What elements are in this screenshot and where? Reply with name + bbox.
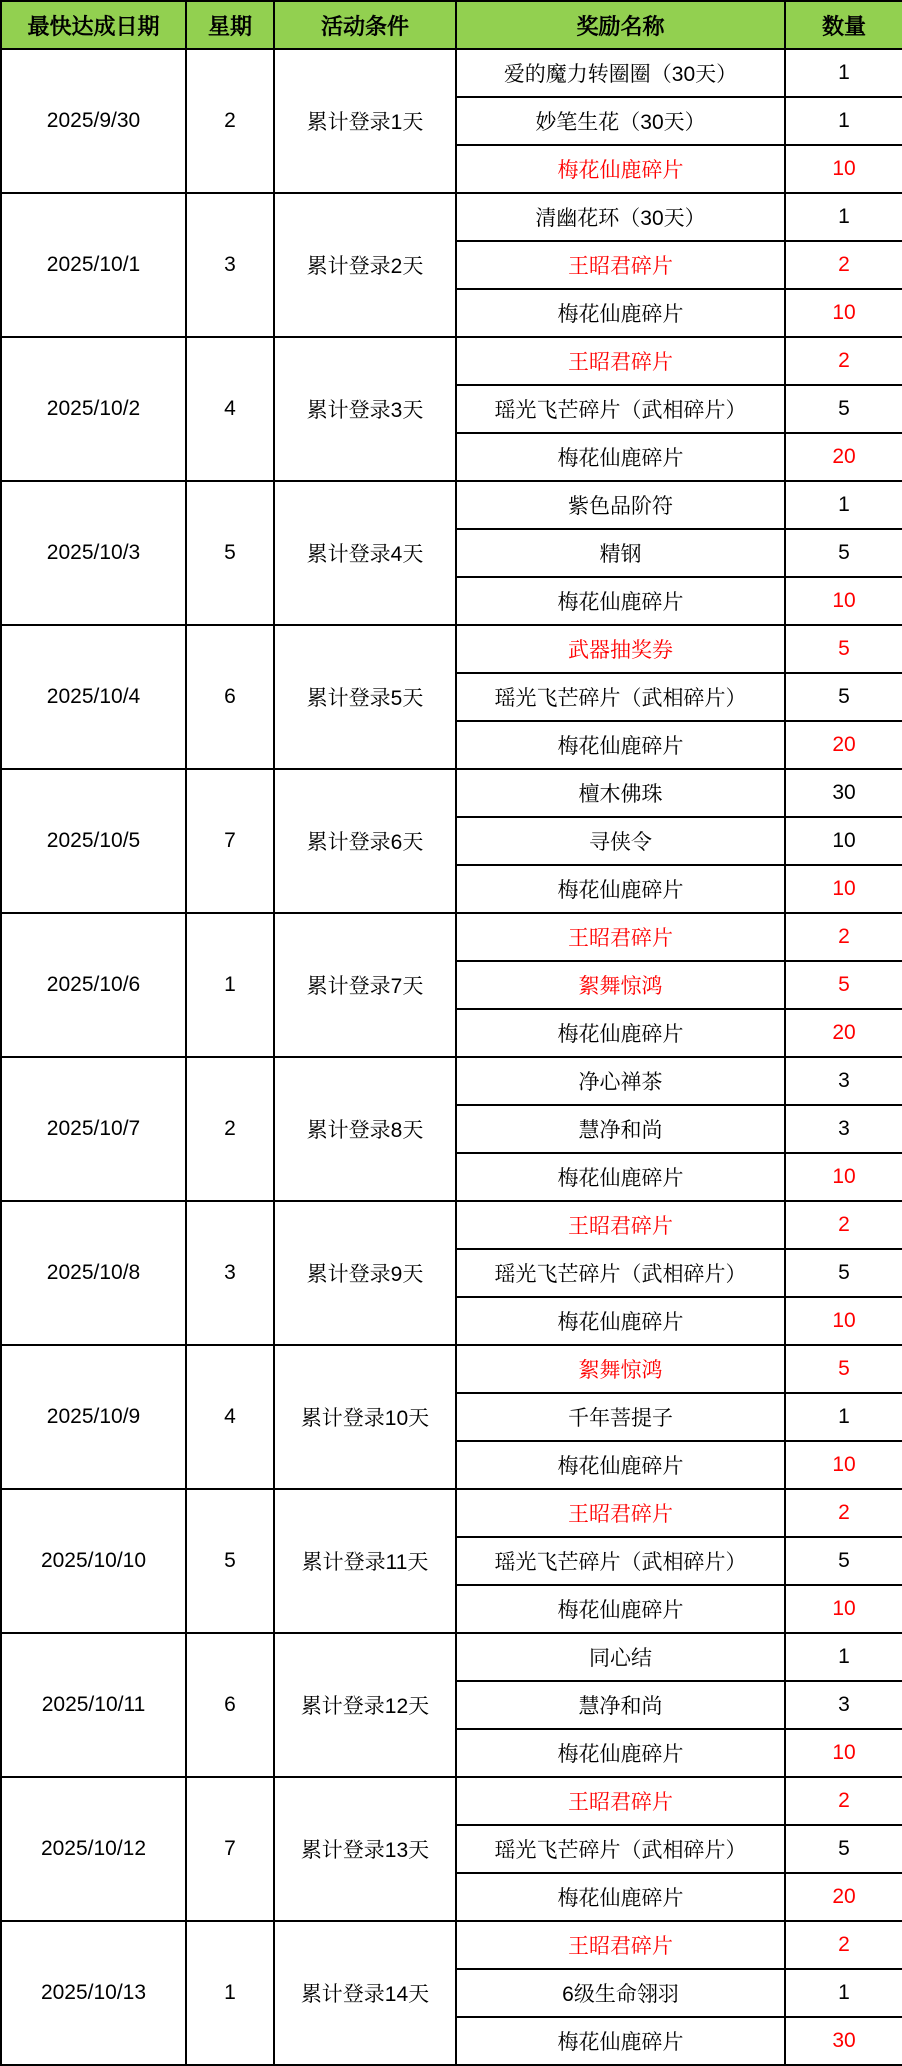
reward-name-cell: 瑶光飞芒碎片（武相碎片） bbox=[456, 385, 785, 433]
weekday-cell: 1 bbox=[186, 1921, 274, 2065]
condition-cell: 累计登录14天 bbox=[274, 1921, 456, 2065]
quantity-cell: 30 bbox=[785, 2017, 902, 2065]
table-row bbox=[1, 1057, 902, 1105]
reward-name-cell: 梅花仙鹿碎片 bbox=[456, 1297, 785, 1345]
header-weekday: 星期 bbox=[186, 1, 274, 49]
quantity-cell: 30 bbox=[785, 769, 902, 817]
quantity-cell: 1 bbox=[785, 1969, 902, 2017]
table-row bbox=[1, 1201, 902, 1249]
quantity-cell: 20 bbox=[785, 1009, 902, 1057]
quantity-cell: 5 bbox=[785, 1249, 902, 1297]
table-row bbox=[1, 1921, 902, 1969]
quantity-cell: 5 bbox=[785, 1825, 902, 1873]
header-row bbox=[1, 1, 902, 49]
quantity-cell: 2 bbox=[785, 1921, 902, 1969]
quantity-cell: 10 bbox=[785, 577, 902, 625]
condition-cell: 累计登录11天 bbox=[274, 1489, 456, 1633]
condition-cell: 累计登录7天 bbox=[274, 913, 456, 1057]
quantity-cell: 2 bbox=[785, 1489, 902, 1537]
table-row bbox=[1, 625, 902, 673]
quantity-cell: 1 bbox=[785, 193, 902, 241]
date-cell: 2025/10/2 bbox=[1, 337, 186, 481]
reward-name-cell: 梅花仙鹿碎片 bbox=[456, 1009, 785, 1057]
condition-cell: 累计登录13天 bbox=[274, 1777, 456, 1921]
table-body bbox=[1, 49, 902, 2065]
table-row bbox=[1, 1345, 902, 1393]
weekday-cell: 7 bbox=[186, 1777, 274, 1921]
reward-name-cell: 清幽花环（30天） bbox=[456, 193, 785, 241]
reward-name-cell: 梅花仙鹿碎片 bbox=[456, 145, 785, 193]
reward-name-cell: 梅花仙鹿碎片 bbox=[456, 721, 785, 769]
header-date: 最快达成日期 bbox=[1, 1, 186, 49]
condition-cell: 累计登录8天 bbox=[274, 1057, 456, 1201]
condition-cell: 累计登录4天 bbox=[274, 481, 456, 625]
weekday-cell: 3 bbox=[186, 1201, 274, 1345]
reward-name-cell: 王昭君碎片 bbox=[456, 1201, 785, 1249]
weekday-cell: 4 bbox=[186, 337, 274, 481]
reward-name-cell: 千年菩提子 bbox=[456, 1393, 785, 1441]
weekday-cell: 1 bbox=[186, 913, 274, 1057]
table-row bbox=[1, 1633, 902, 1681]
reward-name-cell: 王昭君碎片 bbox=[456, 1777, 785, 1825]
quantity-cell: 5 bbox=[785, 625, 902, 673]
weekday-cell: 4 bbox=[186, 1345, 274, 1489]
quantity-cell: 20 bbox=[785, 1873, 902, 1921]
table-row bbox=[1, 337, 902, 385]
reward-name-cell: 慧净和尚 bbox=[456, 1681, 785, 1729]
reward-name-cell: 梅花仙鹿碎片 bbox=[456, 2017, 785, 2065]
quantity-cell: 10 bbox=[785, 145, 902, 193]
quantity-cell: 1 bbox=[785, 481, 902, 529]
date-cell: 2025/10/6 bbox=[1, 913, 186, 1057]
reward-name-cell: 絮舞惊鸿 bbox=[456, 961, 785, 1009]
weekday-cell: 5 bbox=[186, 1489, 274, 1633]
date-cell: 2025/9/30 bbox=[1, 49, 186, 193]
condition-cell: 累计登录2天 bbox=[274, 193, 456, 337]
quantity-cell: 5 bbox=[785, 529, 902, 577]
table-row bbox=[1, 1777, 902, 1825]
quantity-cell: 5 bbox=[785, 673, 902, 721]
reward-name-cell: 6级生命翎羽 bbox=[456, 1969, 785, 2017]
quantity-cell: 2 bbox=[785, 337, 902, 385]
reward-name-cell: 瑶光飞芒碎片（武相碎片） bbox=[456, 1537, 785, 1585]
reward-name-cell: 寻侠令 bbox=[456, 817, 785, 865]
reward-name-cell: 梅花仙鹿碎片 bbox=[456, 1153, 785, 1201]
table-row bbox=[1, 769, 902, 817]
weekday-cell: 5 bbox=[186, 481, 274, 625]
reward-name-cell: 妙笔生花（30天） bbox=[456, 97, 785, 145]
reward-name-cell: 王昭君碎片 bbox=[456, 1489, 785, 1537]
header-condition: 活动条件 bbox=[274, 1, 456, 49]
date-cell: 2025/10/7 bbox=[1, 1057, 186, 1201]
quantity-cell: 1 bbox=[785, 1393, 902, 1441]
weekday-cell: 2 bbox=[186, 49, 274, 193]
date-cell: 2025/10/1 bbox=[1, 193, 186, 337]
reward-name-cell: 梅花仙鹿碎片 bbox=[456, 1873, 785, 1921]
condition-cell: 累计登录9天 bbox=[274, 1201, 456, 1345]
quantity-cell: 10 bbox=[785, 1729, 902, 1777]
date-cell: 2025/10/4 bbox=[1, 625, 186, 769]
quantity-cell: 1 bbox=[785, 97, 902, 145]
header-reward-name: 奖励名称 bbox=[456, 1, 785, 49]
date-cell: 2025/10/11 bbox=[1, 1633, 186, 1777]
date-cell: 2025/10/13 bbox=[1, 1921, 186, 2065]
quantity-cell: 5 bbox=[785, 1345, 902, 1393]
table-row bbox=[1, 1489, 902, 1537]
reward-name-cell: 精钢 bbox=[456, 529, 785, 577]
quantity-cell: 20 bbox=[785, 721, 902, 769]
reward-name-cell: 王昭君碎片 bbox=[456, 337, 785, 385]
reward-name-cell: 梅花仙鹿碎片 bbox=[456, 1441, 785, 1489]
reward-name-cell: 爱的魔力转圈圈（30天） bbox=[456, 49, 785, 97]
quantity-cell: 5 bbox=[785, 385, 902, 433]
quantity-cell: 10 bbox=[785, 1441, 902, 1489]
quantity-cell: 2 bbox=[785, 1777, 902, 1825]
reward-name-cell: 瑶光飞芒碎片（武相碎片） bbox=[456, 1825, 785, 1873]
reward-name-cell: 慧净和尚 bbox=[456, 1105, 785, 1153]
quantity-cell: 10 bbox=[785, 817, 902, 865]
reward-name-cell: 梅花仙鹿碎片 bbox=[456, 1585, 785, 1633]
reward-name-cell: 王昭君碎片 bbox=[456, 913, 785, 961]
quantity-cell: 10 bbox=[785, 1585, 902, 1633]
reward-name-cell: 梅花仙鹿碎片 bbox=[456, 577, 785, 625]
date-cell: 2025/10/3 bbox=[1, 481, 186, 625]
reward-name-cell: 梅花仙鹿碎片 bbox=[456, 1729, 785, 1777]
quantity-cell: 1 bbox=[785, 49, 902, 97]
reward-name-cell: 紫色品阶符 bbox=[456, 481, 785, 529]
reward-name-cell: 梅花仙鹿碎片 bbox=[456, 289, 785, 337]
quantity-cell: 10 bbox=[785, 865, 902, 913]
quantity-cell: 1 bbox=[785, 1633, 902, 1681]
weekday-cell: 7 bbox=[186, 769, 274, 913]
reward-name-cell: 檀木佛珠 bbox=[456, 769, 785, 817]
date-cell: 2025/10/8 bbox=[1, 1201, 186, 1345]
table-row bbox=[1, 193, 902, 241]
reward-name-cell: 同心结 bbox=[456, 1633, 785, 1681]
date-cell: 2025/10/12 bbox=[1, 1777, 186, 1921]
reward-name-cell: 王昭君碎片 bbox=[456, 241, 785, 289]
date-cell: 2025/10/9 bbox=[1, 1345, 186, 1489]
quantity-cell: 20 bbox=[785, 433, 902, 481]
reward-name-cell: 武器抽奖券 bbox=[456, 625, 785, 673]
condition-cell: 累计登录6天 bbox=[274, 769, 456, 913]
quantity-cell: 3 bbox=[785, 1681, 902, 1729]
quantity-cell: 3 bbox=[785, 1105, 902, 1153]
quantity-cell: 3 bbox=[785, 1057, 902, 1105]
weekday-cell: 6 bbox=[186, 1633, 274, 1777]
reward-name-cell: 梅花仙鹿碎片 bbox=[456, 433, 785, 481]
quantity-cell: 5 bbox=[785, 1537, 902, 1585]
quantity-cell: 2 bbox=[785, 241, 902, 289]
weekday-cell: 6 bbox=[186, 625, 274, 769]
reward-name-cell: 絮舞惊鸿 bbox=[456, 1345, 785, 1393]
quantity-cell: 2 bbox=[785, 913, 902, 961]
condition-cell: 累计登录5天 bbox=[274, 625, 456, 769]
condition-cell: 累计登录3天 bbox=[274, 337, 456, 481]
reward-name-cell: 梅花仙鹿碎片 bbox=[456, 865, 785, 913]
reward-name-cell: 王昭君碎片 bbox=[456, 1921, 785, 1969]
quantity-cell: 10 bbox=[785, 289, 902, 337]
condition-cell: 累计登录12天 bbox=[274, 1633, 456, 1777]
weekday-cell: 2 bbox=[186, 1057, 274, 1201]
header-quantity: 数量 bbox=[785, 1, 902, 49]
quantity-cell: 2 bbox=[785, 1201, 902, 1249]
quantity-cell: 10 bbox=[785, 1297, 902, 1345]
date-cell: 2025/10/10 bbox=[1, 1489, 186, 1633]
quantity-cell: 10 bbox=[785, 1153, 902, 1201]
reward-name-cell: 瑶光飞芒碎片（武相碎片） bbox=[456, 1249, 785, 1297]
table-row bbox=[1, 49, 902, 97]
condition-cell: 累计登录1天 bbox=[274, 49, 456, 193]
reward-name-cell: 瑶光飞芒碎片（武相碎片） bbox=[456, 673, 785, 721]
table-row bbox=[1, 913, 902, 961]
reward-name-cell: 净心禅茶 bbox=[456, 1057, 785, 1105]
date-cell: 2025/10/5 bbox=[1, 769, 186, 913]
condition-cell: 累计登录10天 bbox=[274, 1345, 456, 1489]
quantity-cell: 5 bbox=[785, 961, 902, 1009]
weekday-cell: 3 bbox=[186, 193, 274, 337]
table-row bbox=[1, 481, 902, 529]
